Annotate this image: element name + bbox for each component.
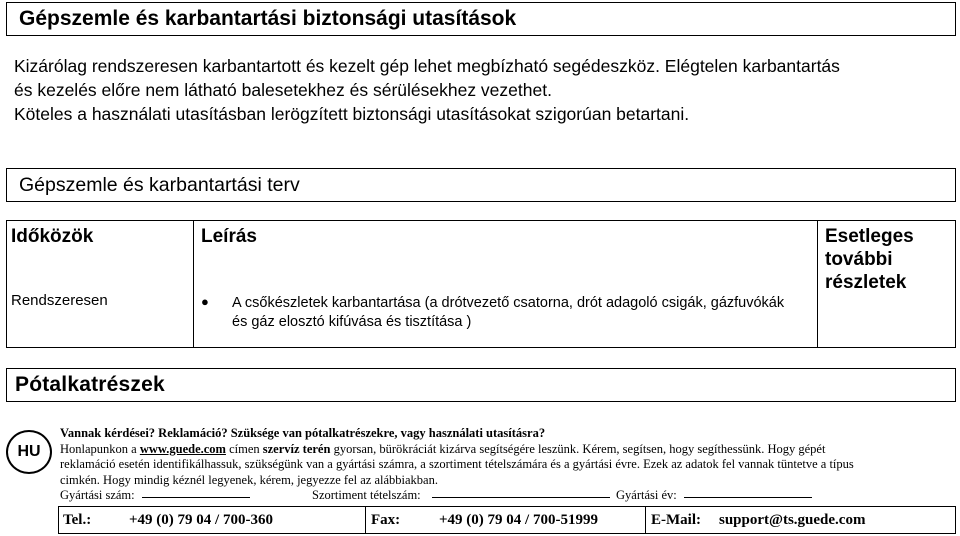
table-divider <box>193 221 194 347</box>
parts-text: reklamáció esetén identifikálhassuk, szükségünk van a gyártási számra, a szortiment tételszámára és a gyártási évre. Ezek az adatok fel vannak tüntetve a típus <box>60 457 854 472</box>
email-label: E-Mail: <box>651 512 701 528</box>
parts-website-line <box>60 442 950 458</box>
safety-line: Köteles a használati utasításban lerögzített biztonsági utasításokat szigorúan betartani. <box>14 104 690 124</box>
year-label: Gyártási év: <box>616 488 677 503</box>
email-value[interactable]: support@ts.guede.com <box>719 512 866 528</box>
safety-line: Kizárólag rendszeresen karbantartott és kezelt gép lehet megbízható segédeszköz. Elégtelen karbantartás <box>14 56 840 76</box>
safety-title-box <box>6 2 956 36</box>
language-badge: HU <box>6 430 52 474</box>
maintenance-table <box>6 220 956 348</box>
serial-label: Gyártási szám: <box>60 488 135 503</box>
serial-field[interactable] <box>142 497 250 498</box>
contact-divider <box>365 507 366 533</box>
text: gyorsan, bürökráciát kizárva segítségére leszünk. Kérem, segítsen, hogy segíthessünk. Hogy gépét <box>330 441 826 456</box>
safety-line: és kezelés előre nem látható balesetekhez és sérülésekhez vezethet. <box>14 80 552 100</box>
header-interval: Időközök <box>11 226 94 247</box>
contact-divider <box>645 507 646 533</box>
plan-title: Gépszemle és karbantartási terv <box>19 174 300 196</box>
item-label: Szortiment tételszám: <box>312 488 421 503</box>
year-field[interactable] <box>684 497 812 498</box>
plan-title-box <box>6 168 956 202</box>
row-description: A csőkészletek karbantartása (a drótvezető csatorna, drót adagoló csigák, gázfuvókák és gáz elosztó kifúvása és tisztítása ) <box>232 295 785 330</box>
text: Honlapunkon a <box>60 441 140 456</box>
text: címen <box>225 441 263 456</box>
safety-intro <box>14 54 954 126</box>
parts-title: Pótalkatrészek <box>15 373 165 396</box>
header-description: Leírás <box>201 226 257 247</box>
header-details-line: részletek <box>825 272 907 293</box>
parts-text: cimkén. Hogy mindig kéznél legyenek, kérem, jegyezze fel az alábbiakban. <box>60 472 438 487</box>
bullet-icon: ● <box>201 294 209 309</box>
parts-question: Vannak kérdései? Reklamáció? Szüksége van pótalkatrészekre, vagy használati utasításra? <box>60 426 546 440</box>
header-details-line: Esetleges <box>825 226 914 247</box>
fax-label: Fax: <box>371 512 401 528</box>
row-interval: Rendszeresen <box>11 292 108 309</box>
website-link[interactable]: www.guede.com <box>139 441 226 456</box>
text: szervíz terén <box>262 441 331 456</box>
contact-bar <box>58 506 956 534</box>
table-divider <box>817 221 818 347</box>
header-details-line: további <box>825 249 893 270</box>
parts-info <box>60 426 950 504</box>
item-field[interactable] <box>432 497 610 498</box>
header-details <box>825 225 914 294</box>
safety-title: Gépszemle és karbantartási biztonsági utasítások <box>19 7 517 30</box>
fax-value: +49 (0) 79 04 / 700-51999 <box>439 512 598 528</box>
parts-title-box <box>6 368 956 402</box>
tel-label: Tel.: <box>63 512 92 528</box>
tel-value: +49 (0) 79 04 / 700-360 <box>129 512 273 528</box>
